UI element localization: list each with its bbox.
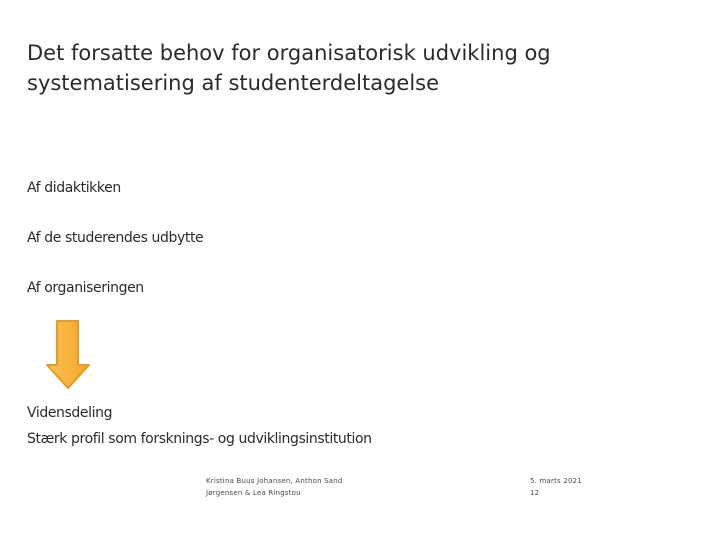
footer-page-number: 12 bbox=[530, 489, 540, 497]
bullet-staerk-profil: Stærk profil som forsknings- og udviklingsinstitution bbox=[27, 431, 372, 447]
bullet-studerendes-udbytte: Af de studerendes udbytte bbox=[27, 230, 204, 246]
footer-authors bbox=[206, 475, 343, 499]
slide-title bbox=[27, 38, 667, 98]
bullet-didaktikken: Af didaktikken bbox=[27, 180, 121, 196]
footer-authors-line-1: Kristina Buus Johansen, Anthon Sand bbox=[206, 477, 343, 485]
footer-date: 5. marts 2021 bbox=[530, 477, 582, 485]
bullet-vidensdeling: Vidensdeling bbox=[27, 405, 113, 421]
bullet-organiseringen: Af organiseringen bbox=[27, 280, 144, 296]
title-line-1: Det forsatte behov for organisatorisk udvikling og bbox=[27, 41, 551, 65]
title-line-2: systematisering af studenterdeltagelse bbox=[27, 71, 440, 95]
down-arrow-icon bbox=[44, 319, 92, 391]
footer-meta bbox=[530, 475, 582, 499]
footer-authors-line-2: Jørgensen & Lea Ringstou bbox=[206, 489, 301, 497]
